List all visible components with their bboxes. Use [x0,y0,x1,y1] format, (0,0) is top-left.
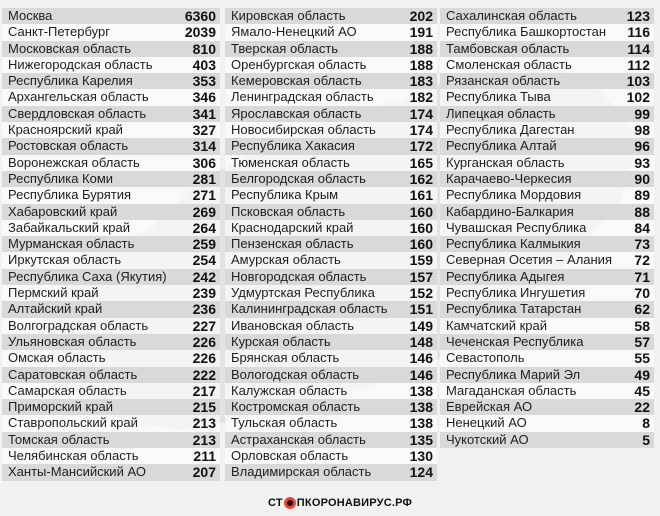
case-count: 151 [409,301,433,318]
case-count: 123 [626,8,650,24]
region-name: Белгородская область [231,170,366,186]
region-name: Орловская область [231,448,349,464]
case-count: 130 [409,448,433,465]
region-row [440,24,654,40]
region-name: Ленинградская область [231,89,374,105]
region-row [2,350,220,366]
region-name: Карачаево-Черкесия [446,170,572,186]
region-name: Чеченская Республика [446,333,584,349]
case-count: 264 [192,219,216,236]
case-count: 213 [192,415,216,432]
region-row [225,106,437,122]
region-row [440,8,654,24]
region-row [225,204,437,220]
region-row [225,415,437,431]
region-name: Курская область [231,333,331,349]
case-count: 146 [409,350,433,367]
region-name: Ненецкий АО [446,415,527,431]
case-count: 341 [192,105,216,122]
region-name: Удмуртская Республика [231,285,375,301]
case-count: 114 [627,40,650,57]
region-name: Республика Хакасия [231,138,355,154]
region-row [440,187,654,203]
case-count: 202 [409,8,433,24]
region-name: Республика Мордовия [446,187,582,203]
region-row [225,432,437,448]
region-name: Краснодарский край [231,219,354,235]
region-row [440,57,654,73]
region-name: Амурская область [231,252,341,268]
region-row [2,89,220,105]
region-row [2,399,220,415]
region-name: Кемеровская область [231,73,362,89]
case-count: 138 [409,415,433,432]
case-count: 183 [409,73,433,90]
region-row [225,89,437,105]
region-name: Архангельская область [8,89,149,105]
region-row [2,285,220,301]
region-name: Челябинская область [8,448,139,464]
region-name: Саратовская область [8,366,138,382]
region-row [440,204,654,220]
case-count: 88 [634,203,650,220]
region-row [225,252,437,268]
case-count: 165 [409,154,433,171]
case-count: 22 [634,399,650,416]
region-row [225,367,437,383]
case-count: 138 [409,382,433,399]
region-row [440,432,654,448]
region-row [225,8,437,24]
region-row [225,269,437,285]
case-count: 306 [192,154,216,171]
region-name: Севастополь [446,350,525,366]
region-name: Республика Марий Эл [446,366,581,382]
region-row [440,155,654,171]
case-count: 116 [627,24,650,41]
region-row [2,318,220,334]
region-row [2,301,220,317]
region-column-2 [225,8,437,481]
case-count: 213 [192,431,216,448]
region-name: Владимирская область [231,464,372,480]
region-row [225,318,437,334]
case-count: 6360 [184,8,216,24]
region-name: Ярославская область [231,105,362,121]
region-name: Новосибирская область [231,122,376,138]
case-count: 152 [409,285,433,302]
case-count: 327 [192,122,216,139]
region-row [2,432,220,448]
region-row [225,464,437,480]
case-count: 239 [192,285,216,302]
case-count: 70 [634,285,650,302]
case-count: 157 [409,268,433,285]
region-row [2,269,220,285]
region-row [2,41,220,57]
region-name: Приморский край [8,399,113,415]
case-count: 71 [634,268,650,285]
case-count: 45 [634,382,650,399]
case-count: 58 [634,317,650,334]
region-name: Ханты-Мансийский АО [8,464,146,480]
region-name: Омская область [8,350,106,366]
case-count: 112 [627,56,650,73]
region-name: Магаданская область [446,382,577,398]
case-count: 353 [192,73,216,90]
region-name: Республика Саха (Якутия) [8,268,167,284]
region-name: Москва [8,8,53,23]
case-count: 2039 [184,24,216,41]
region-name: Кировская область [231,8,346,23]
case-count: 84 [634,219,650,236]
case-count: 172 [409,138,433,155]
case-count: 271 [192,187,216,204]
region-row [225,187,437,203]
region-row [440,252,654,268]
case-count: 314 [192,138,216,155]
region-row [440,138,654,154]
region-name: Забайкальский край [8,219,131,235]
region-row [440,236,654,252]
region-column-1 [2,8,220,481]
case-count: 57 [634,333,650,350]
region-row [2,383,220,399]
case-count: 149 [409,317,433,334]
region-row [440,301,654,317]
case-count: 346 [192,89,216,106]
region-name: Республика Карелия [8,73,133,89]
region-row [440,171,654,187]
region-row [440,383,654,399]
case-count: 49 [634,366,650,383]
region-name: Мурманская область [8,236,135,252]
region-name: Республика Татарстан [446,301,582,317]
region-row [440,220,654,236]
case-count: 226 [192,350,216,367]
region-row [2,187,220,203]
region-row [2,106,220,122]
case-count: 226 [192,333,216,350]
region-row [440,73,654,89]
case-count: 217 [192,382,216,399]
region-name: Пермский край [8,285,99,301]
region-row [225,138,437,154]
region-name: Московская область [8,40,132,56]
case-count: 160 [409,203,433,220]
region-name: Вологодская область [231,366,360,382]
region-name: Самарская область [8,382,127,398]
region-name: Ростовская область [8,138,129,154]
region-row [2,464,220,480]
region-name: Калужская область [231,382,348,398]
case-count: 135 [409,431,433,448]
region-name: Тамбовская область [446,40,570,56]
region-name: Еврейская АО [446,399,533,415]
region-row [440,334,654,350]
region-row [2,220,220,236]
region-row [440,399,654,415]
case-count: 8 [642,415,650,432]
region-name: Северная Осетия – Алания [446,252,612,268]
case-count: 188 [409,40,433,57]
region-name: Воронежская область [8,154,140,170]
region-name: Волгоградская область [8,317,149,333]
case-count: 102 [626,89,650,106]
case-count: 160 [409,219,433,236]
region-row [2,367,220,383]
region-name: Курганская область [446,154,565,170]
region-name: Иркутская область [8,252,122,268]
region-name: Сахалинская область [446,8,577,23]
case-count: 810 [192,40,216,57]
case-count: 103 [626,73,650,90]
case-count: 93 [634,154,650,171]
case-count: 90 [634,170,650,187]
region-name: Ямало-Ненецкий АО [231,24,357,40]
region-row [440,350,654,366]
case-count: 281 [192,170,216,187]
case-count: 62 [634,301,650,318]
case-count: 191 [409,24,433,41]
region-row [225,448,437,464]
region-name: Ульяновская область [8,333,137,349]
region-row [225,301,437,317]
region-name: Липецкая область [446,105,556,121]
region-name: Республика Коми [8,170,114,186]
region-name: Астраханская область [231,431,366,447]
case-count: 174 [409,122,433,139]
region-name: Республика Крым [231,187,339,203]
region-row [440,122,654,138]
region-name: Республика Бурятия [8,187,132,203]
region-name: Республика Ингушетия [446,285,586,301]
stopcoronavirus-logo [268,497,412,509]
region-row [2,252,220,268]
region-name: Новгородская область [231,268,367,284]
region-row [225,122,437,138]
region-row [2,73,220,89]
region-row [2,57,220,73]
case-count: 148 [409,333,433,350]
case-count: 269 [192,203,216,220]
region-row [225,57,437,73]
case-count: 259 [192,236,216,253]
region-row [2,448,220,464]
case-count: 236 [192,301,216,318]
region-name: Рязанская область [446,73,561,89]
region-name: Хабаровский край [8,203,118,219]
region-name: Республика Алтай [446,138,557,154]
case-count: 55 [634,350,650,367]
region-name: Чукотский АО [446,431,529,447]
case-count: 227 [192,317,216,334]
virus-stop-icon [284,497,296,509]
region-name: Алтайский край [8,301,103,317]
case-count: 98 [634,122,650,139]
region-row [440,415,654,431]
region-row [440,41,654,57]
case-count: 72 [634,252,650,269]
region-row [440,106,654,122]
region-name: Оренбургская область [231,56,367,72]
region-name: Брянская область [231,350,340,366]
case-count: 96 [634,138,650,155]
region-row [2,204,220,220]
region-row [440,285,654,301]
region-row [225,383,437,399]
case-count: 207 [192,464,216,481]
case-count: 222 [192,366,216,383]
region-name: Смоленская область [446,56,572,72]
region-row [225,236,437,252]
region-column-3 [440,8,654,448]
case-count: 162 [409,170,433,187]
case-count: 182 [409,89,433,106]
region-name: Республика Адыгея [446,268,565,284]
region-row [2,138,220,154]
region-row [225,155,437,171]
case-count: 99 [634,105,650,122]
region-row [2,122,220,138]
region-row [2,24,220,40]
case-count: 174 [409,105,433,122]
region-row [2,334,220,350]
region-row [225,24,437,40]
case-count: 403 [192,56,216,73]
case-count: 146 [409,366,433,383]
region-name: Красноярский край [8,122,123,138]
case-count: 159 [409,252,433,269]
region-name: Нижегородская область [8,56,153,72]
region-name: Ивановская область [231,317,354,333]
region-row [225,399,437,415]
case-count: 138 [409,399,433,416]
region-name: Ставропольский край [8,415,138,431]
region-row [2,415,220,431]
brand-text-end: ПКОРОНАВИРУС.РФ [296,497,413,509]
region-row [440,89,654,105]
region-name: Тверская область [231,40,339,56]
region-row [440,318,654,334]
case-count: 215 [192,399,216,416]
region-name: Санкт-Петербург [8,24,110,40]
region-row [2,171,220,187]
case-count: 124 [409,464,433,481]
case-count: 211 [193,448,216,465]
region-row [225,350,437,366]
region-name: Псковская область [231,203,346,219]
region-row [225,220,437,236]
region-name: Томская область [8,431,110,447]
region-row [225,73,437,89]
case-count: 89 [634,187,650,204]
region-name: Калининградская область [231,301,388,317]
region-name: Пензенская область [231,236,354,252]
region-name: Свердловская область [8,105,147,121]
region-row [225,171,437,187]
region-name: Республика Дагестан [446,122,575,138]
case-count: 188 [409,56,433,73]
region-name: Тюменская область [231,154,350,170]
region-row [440,269,654,285]
region-row [2,8,220,24]
region-row [225,285,437,301]
case-count: 254 [192,252,216,269]
region-row [225,334,437,350]
case-count: 242 [192,268,216,285]
case-count: 5 [642,431,650,448]
case-count: 73 [634,236,650,253]
region-row [225,41,437,57]
region-row [2,236,220,252]
region-name: Республика Калмыкия [446,236,581,252]
region-name: Тульская область [231,415,338,431]
case-count: 160 [409,236,433,253]
region-row [440,367,654,383]
region-name: Республика Тыва [446,89,551,105]
case-count: 161 [409,187,433,204]
region-name: Республика Башкортостан [446,24,606,40]
region-name: Кабардино-Балкария [446,203,574,219]
region-name: Чувашская Республика [446,219,587,235]
brand-text-start: СТ [268,497,283,509]
region-name: Камчатский край [446,317,547,333]
region-row [2,155,220,171]
region-name: Костромская область [231,399,361,415]
